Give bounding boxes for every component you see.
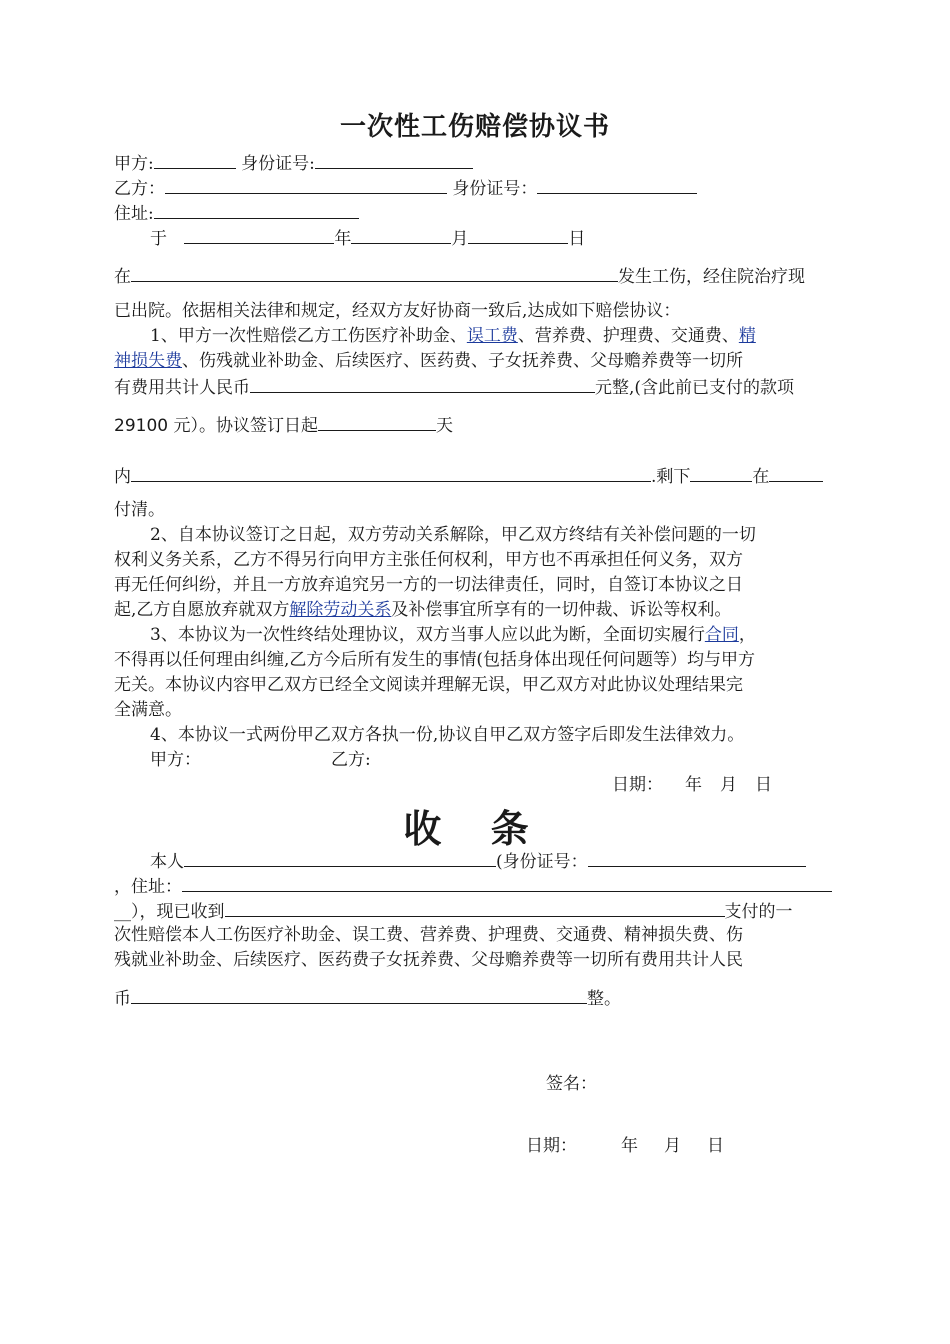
receipt-line4: 次性赔偿本人工伤医疗补助金、误工费、营养费、护理费、交通费、精神损失费、伤 bbox=[114, 925, 743, 945]
receipt-self: 本人 bbox=[150, 852, 184, 872]
at-blank[interactable] bbox=[769, 463, 823, 482]
amount-blank[interactable] bbox=[250, 374, 595, 393]
link-jing[interactable]: 精 bbox=[738, 326, 756, 346]
days-blank[interactable] bbox=[318, 412, 436, 431]
receipt-date-label: 日期： bbox=[526, 1136, 577, 1156]
receipt-whole: 整。 bbox=[587, 989, 621, 1009]
date-month: 月 bbox=[451, 229, 469, 249]
link-shensunfei[interactable]: 神损失费 bbox=[114, 351, 182, 371]
link-wugongfei[interactable]: 误工费 bbox=[466, 326, 518, 346]
clause2-line4-b: 及补偿事宜所享有的一切仲裁、诉讼等权利。 bbox=[391, 600, 732, 620]
clause3-line2: 不得再以任何理由纠缠,乙方今后所有发生的事情(包括身体出现任何问题等）均与甲方 bbox=[114, 650, 756, 670]
sign-party-b: 乙方: bbox=[331, 750, 371, 770]
clause3-line1 bbox=[114, 623, 756, 647]
day-blank[interactable] bbox=[468, 225, 568, 244]
address-label: 住址: bbox=[114, 204, 154, 224]
receipt-id-label: (身份证号： bbox=[496, 852, 588, 872]
date-day: 日 bbox=[568, 229, 586, 249]
clause1-line1 bbox=[114, 324, 756, 348]
remaining-blank[interactable] bbox=[690, 463, 752, 482]
party-b-label: 乙方： bbox=[114, 179, 165, 199]
clause1-line4 bbox=[114, 412, 453, 438]
year-blank[interactable] bbox=[184, 225, 334, 244]
address-line bbox=[114, 200, 359, 226]
receipt-line2 bbox=[114, 873, 832, 899]
receipt-received: __），现已收到 bbox=[114, 902, 225, 922]
clause3-line4: 全满意。 bbox=[114, 700, 182, 720]
receipt-address-blank[interactable] bbox=[182, 873, 832, 892]
party-a-label: 甲方: bbox=[114, 154, 154, 174]
sign-month: 月 bbox=[720, 775, 737, 795]
clause3-line1-b: ， bbox=[738, 625, 756, 645]
receipt-name-blank[interactable] bbox=[184, 848, 496, 867]
receipt-date-line bbox=[526, 1134, 724, 1158]
link-jiechu-laodong-guanxi[interactable]: 解除劳动关系 bbox=[289, 600, 392, 620]
clause1-remaining: .剩下 bbox=[651, 467, 691, 487]
receipt-year: 年 bbox=[621, 1136, 638, 1156]
clause1-line3 bbox=[114, 374, 794, 400]
clause1-text-a: 1、甲方一次性赔偿乙方工伤医疗补助金、 bbox=[150, 326, 467, 346]
clause3-line1-a: 3、本协议为一次性终结处理协议，双方当事人应以此为断，全面切实履行 bbox=[150, 625, 705, 645]
receipt-line6 bbox=[114, 985, 621, 1011]
receipt-line3 bbox=[114, 898, 793, 924]
date-yu: 于 bbox=[150, 229, 167, 249]
receipt-id-blank[interactable] bbox=[588, 848, 806, 867]
clause2-line1: 2、自本协议签订之日起，双方劳动关系解除，甲乙双方终结有关补偿问题的一切 bbox=[150, 525, 756, 545]
signature-line bbox=[114, 748, 371, 772]
link-hetong[interactable]: 合同 bbox=[704, 625, 739, 645]
party-b-id-blank[interactable] bbox=[537, 175, 697, 194]
clause1-line6: 付清。 bbox=[114, 500, 165, 520]
sign-year: 年 bbox=[685, 775, 702, 795]
intro-continuation: 已出院。依据相关法律和规定，经双方友好协商一致后,达成如下赔偿协议： bbox=[114, 301, 681, 321]
receipt-amount-blank[interactable] bbox=[131, 985, 587, 1004]
receipt-currency: 币 bbox=[114, 989, 131, 1009]
clause1-text-b: 、营养费、护理费、交通费、 bbox=[517, 326, 739, 346]
clause1-line2-text: 、伤残就业补助金、后续医疗、医药费、子女抚养费、父母赡养费等一切所 bbox=[182, 351, 743, 371]
receipt-paid: 支付的一 bbox=[724, 902, 793, 922]
receipt-line5: 残就业补助金、后续医疗、医药费子女抚养费、父母赡养费等一切所有费用共计人民 bbox=[114, 950, 743, 970]
clause1-at: 在 bbox=[752, 467, 770, 487]
clause2-line4 bbox=[114, 598, 731, 622]
date-year: 年 bbox=[334, 229, 352, 249]
address-blank[interactable] bbox=[154, 200, 359, 219]
clause3-line3: 无关。本协议内容甲乙双方已经全文阅读并理解无误，甲乙双方对此协议处理结果完 bbox=[114, 675, 743, 695]
date-line bbox=[114, 225, 585, 251]
document-title: 一次性工伤赔偿协议书 bbox=[339, 112, 610, 142]
clause1-amount-label: 有费用共计人民币 bbox=[114, 378, 250, 398]
clause1-days-label: 元）。协议签订日起 bbox=[173, 416, 318, 436]
clause2-line4-a: 起,乙方自愿放弃就双方 bbox=[114, 600, 290, 620]
clause1-line5 bbox=[114, 463, 823, 489]
receipt-month: 月 bbox=[664, 1136, 681, 1156]
injury-line bbox=[114, 263, 805, 289]
party-b-blank[interactable] bbox=[165, 175, 447, 194]
party-a-id-label: 身份证号: bbox=[241, 154, 315, 174]
receipt-line1 bbox=[114, 848, 806, 874]
month-blank[interactable] bbox=[351, 225, 451, 244]
sign-date-label: 日期： bbox=[612, 775, 663, 795]
clause4: 4、本协议一式两份甲乙双方各执一份,协议自甲乙双方签字后即发生法律效力。 bbox=[150, 725, 745, 745]
sign-date-line bbox=[612, 773, 772, 797]
injury-prefix: 在 bbox=[114, 267, 131, 287]
party-a-id-blank[interactable] bbox=[315, 150, 473, 169]
clause1-within: 内 bbox=[114, 467, 131, 487]
party-b-id-label: 身份证号： bbox=[452, 179, 538, 199]
receipt-title: 收 条 bbox=[403, 806, 547, 851]
clause2-line3: 再无任何纠纷，并且一方放弃追究另一方的一切法律责任，同时，自签订本协议之日 bbox=[114, 575, 743, 595]
sign-day: 日 bbox=[755, 775, 772, 795]
receipt-payer-blank[interactable] bbox=[225, 898, 725, 917]
injury-suffix: 发生工伤，经住院治疗现 bbox=[618, 267, 805, 287]
receipt-day: 日 bbox=[707, 1136, 724, 1156]
receipt-address-label: ，住址： bbox=[114, 877, 182, 897]
clause1-line2 bbox=[114, 349, 743, 373]
paid-amount: 29100 bbox=[114, 416, 169, 436]
clause1-days-suffix: 天 bbox=[436, 416, 453, 436]
party-b-line bbox=[114, 175, 697, 201]
receipt-signature-label: 签名： bbox=[546, 1074, 597, 1094]
party-a-line bbox=[114, 150, 473, 176]
clause1-amount-suffix: 元整,(含此前已支付的款项 bbox=[595, 378, 795, 398]
sign-party-a: 甲方： bbox=[150, 750, 201, 770]
injury-place-blank[interactable] bbox=[131, 263, 618, 282]
party-a-blank[interactable] bbox=[154, 150, 236, 169]
within-blank[interactable] bbox=[131, 463, 651, 482]
clause2-line2: 权利义务关系，乙方不得另行向甲方主张任何权利，甲方也不再承担任何义务，双方 bbox=[114, 550, 743, 570]
